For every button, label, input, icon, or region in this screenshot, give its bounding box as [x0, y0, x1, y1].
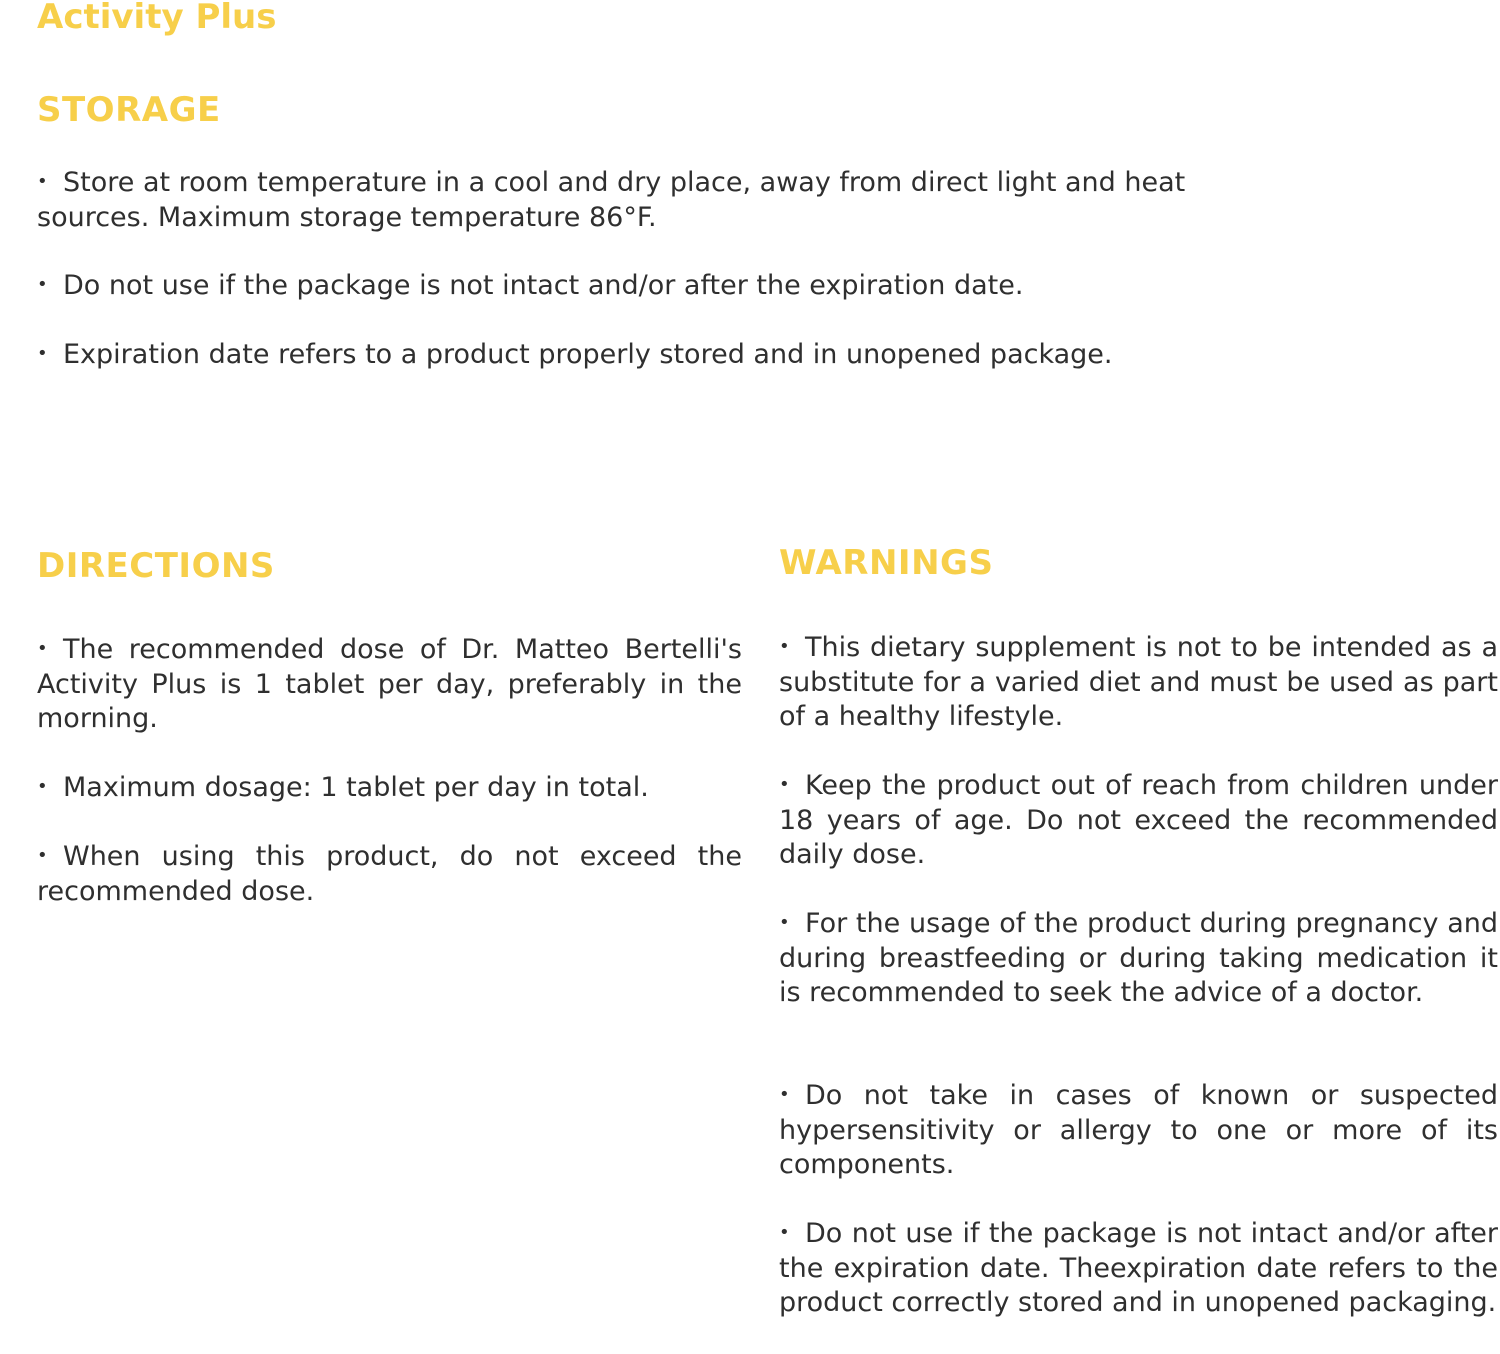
- directions-item: • The recommended dose of Dr. Matteo Bertelli's Activity Plus is 1 tablet per day, preferably in the morning.: [37, 634, 742, 734]
- warnings-item: • Keep the product out of reach from children under 18 years of age. Do not exceed the recommended daily dose.: [779, 770, 1498, 870]
- bullet: •: [779, 912, 790, 933]
- warnings-item: • Do not take in cases of known or suspected hypersensitivity or allergy to one or more of its components.: [779, 1080, 1498, 1180]
- directions-heading: DIRECTIONS: [37, 546, 275, 586]
- bullet: •: [779, 1084, 790, 1105]
- storage-heading: STORAGE: [37, 90, 221, 130]
- warnings-item: • For the usage of the product during pregnancy and during breastfeeding or during taking medication it is recommended to seek the advice of a doctor.: [779, 908, 1498, 1008]
- page-title: Activity Plus: [37, 0, 277, 37]
- bullet: •: [37, 171, 48, 192]
- bullet: •: [37, 638, 48, 659]
- warnings-item: • This dietary supplement is not to be intended as a substitute for a varied diet and must be used as part of a healthy lifestyle.: [779, 632, 1498, 732]
- bullet: •: [37, 776, 48, 797]
- storage-item: • Expiration date refers to a product properly stored and in unopened package.: [37, 339, 1113, 370]
- bullet: •: [779, 636, 790, 657]
- bullet: •: [779, 774, 790, 795]
- directions-item: • Maximum dosage: 1 tablet per day in total.: [37, 772, 649, 803]
- bullet: •: [37, 845, 48, 866]
- bullet: •: [37, 274, 48, 295]
- bullet: •: [779, 1222, 790, 1243]
- storage-item: • Do not use if the package is not intact and/or after the expiration date.: [37, 270, 1024, 301]
- warnings-item: • Do not use if the package is not intact and/or after the expiration date. Theexpiration date refers to the product correctly stored and in unopened packaging.: [779, 1218, 1498, 1318]
- storage-item: • Store at room temperature in a cool and dry place, away from direct light and heat sources. Maximum storage temperature 86°F.: [37, 167, 1186, 233]
- bullet: •: [37, 343, 48, 364]
- warnings-heading: WARNINGS: [779, 543, 994, 583]
- directions-item: • When using this product, do not exceed the recommended dose.: [37, 841, 742, 907]
